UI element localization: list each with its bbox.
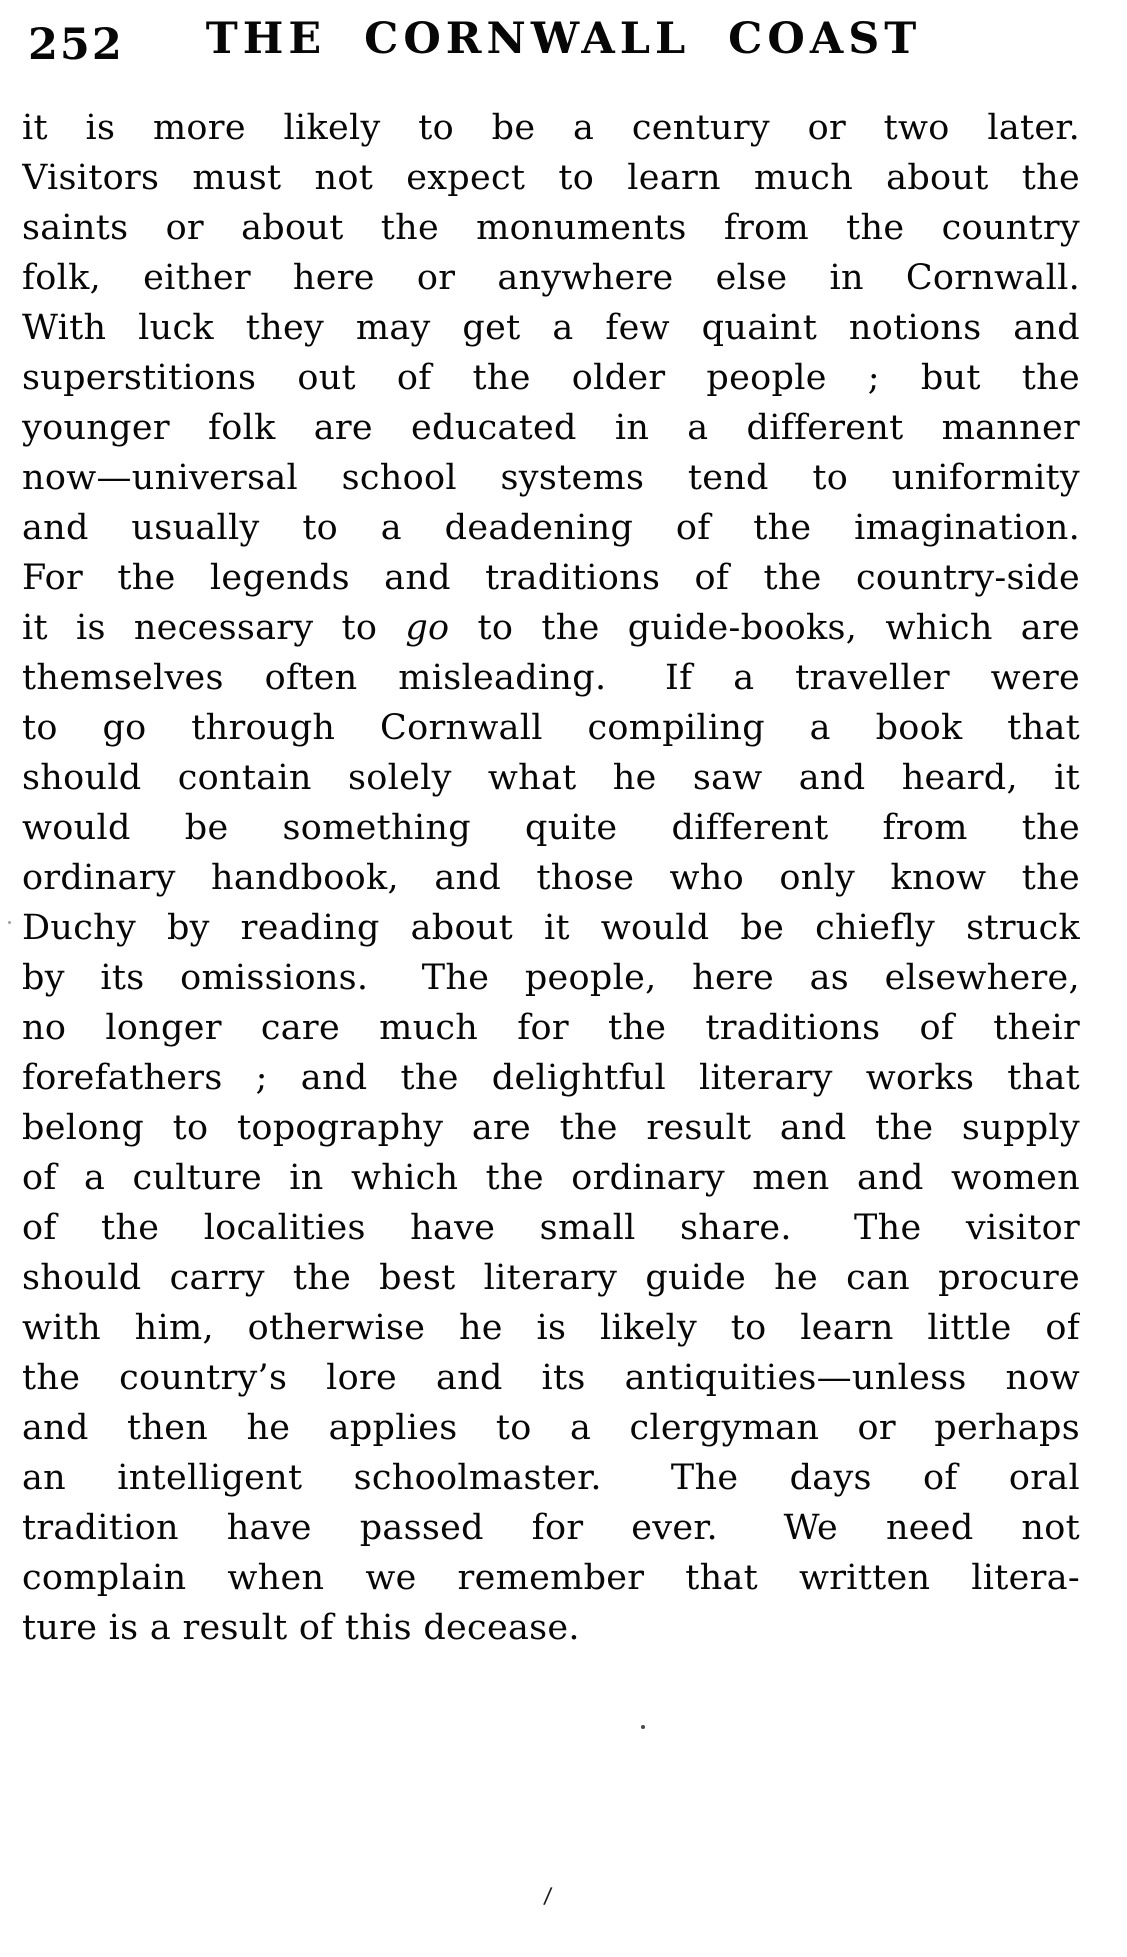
- text-line: should contain solely what he saw and heard, it: [22, 758, 1080, 798]
- text-line: forefathers ; and the delightful literary works that: [22, 1058, 1080, 1098]
- text-line: and usually to a deadening of the imagination.: [22, 508, 1080, 548]
- text-line: Duchy by reading about it would be chiefly struck: [22, 908, 1080, 948]
- text-line: Visitors must not expect to learn much about the: [22, 158, 1080, 198]
- text-line: to go through Cornwall compiling a book that: [22, 708, 1080, 748]
- text-line: should carry the best literary guide he can procure: [22, 1258, 1080, 1298]
- text-line: an intelligent schoolmaster. The days of oral: [22, 1458, 1080, 1498]
- running-title: THE CORNWALL COAST: [205, 14, 922, 64]
- text-line: with him, otherwise he is likely to learn little of: [22, 1308, 1080, 1348]
- text-line: ordinary handbook, and those who only know the: [22, 858, 1080, 898]
- text-line: complain when we remember that written litera-: [22, 1558, 1080, 1598]
- text-line: With luck they may get a few quaint notions and: [22, 308, 1080, 348]
- page-number: 252: [28, 20, 124, 70]
- text-line: the country’s lore and its antiquities—unless now: [22, 1358, 1080, 1398]
- text-line: it is more likely to be a century or two later.: [22, 108, 1080, 148]
- text-line: it is necessary to go to the guide-books, which are: [22, 608, 1080, 648]
- text-line: superstitions out of the older people ; but the: [22, 358, 1080, 398]
- text-line: of a culture in which the ordinary men and women: [22, 1158, 1080, 1198]
- scan-speck: [8, 921, 11, 924]
- text-line: would be something quite different from the: [22, 808, 1080, 848]
- text-line: of the localities have small share. The visitor: [22, 1208, 1080, 1248]
- body-text: [22, 103, 1080, 1653]
- scan-speck: [641, 1725, 645, 1729]
- text-line: by its omissions. The people, here as elsewhere,: [22, 958, 1080, 998]
- text-line: For the legends and traditions of the country-side: [22, 558, 1080, 598]
- text-line: no longer care much for the traditions of their: [22, 1008, 1080, 1048]
- stray-mark: /: [542, 1883, 553, 1910]
- text-line: younger folk are educated in a different manner: [22, 408, 1080, 448]
- text-line: saints or about the monuments from the country: [22, 208, 1080, 248]
- text-line: now—universal school systems tend to uniformity: [22, 458, 1080, 498]
- text-line: themselves often misleading. If a traveller were: [22, 658, 1080, 698]
- text-line: and then he applies to a clergyman or perhaps: [22, 1408, 1080, 1448]
- italic-word: go: [405, 608, 450, 648]
- text-line: folk, either here or anywhere else in Cornwall.: [22, 258, 1080, 298]
- text-line: belong to topography are the result and the supply: [22, 1108, 1080, 1148]
- text-line: ture is a result of this decease.: [22, 1608, 580, 1648]
- text-line: tradition have passed for ever. We need not: [22, 1508, 1080, 1548]
